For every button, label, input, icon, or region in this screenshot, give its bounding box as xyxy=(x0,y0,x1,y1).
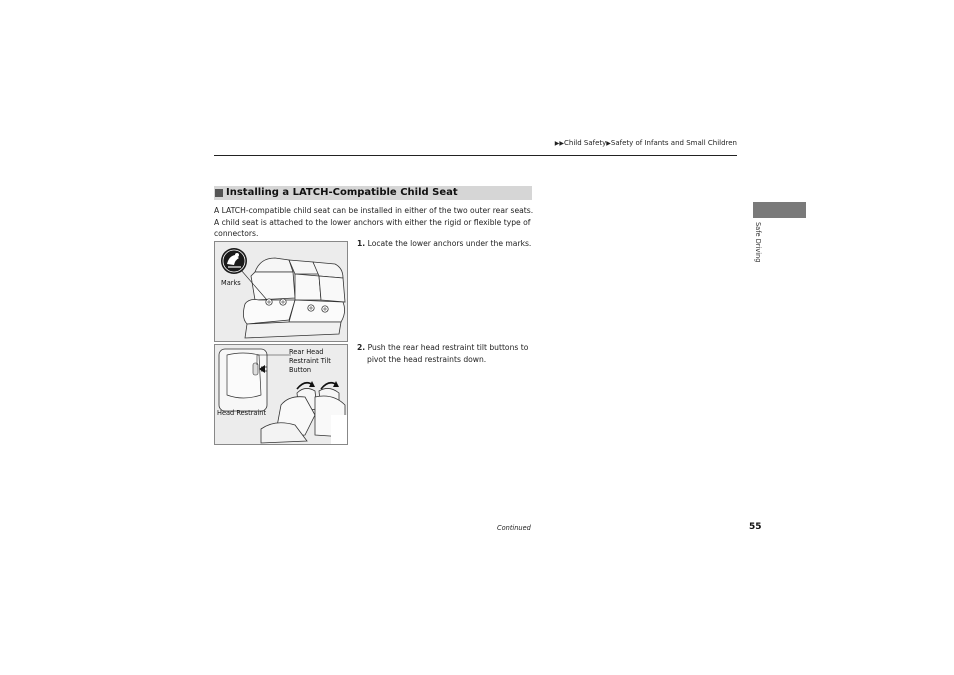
chapter-tab-label-wrap xyxy=(752,222,764,272)
figure2-label-line2: Restraint Tilt xyxy=(289,357,331,365)
breadcrumb-separator: ▶ xyxy=(606,140,611,147)
continued-note: Continued xyxy=(497,524,531,532)
step-2-text: Push the rear head restraint tilt buttons to xyxy=(367,343,529,352)
section-header xyxy=(214,186,532,200)
breadcrumb xyxy=(520,139,737,147)
page-number: 55 xyxy=(749,522,762,532)
step-2-number: 2. xyxy=(357,343,366,352)
figure-rear-seat-anchors xyxy=(214,241,348,342)
section-square-icon xyxy=(215,189,223,197)
intro-paragraph: A LATCH-compatible child seat can be installed in either of the two outer rear seats. A child seat is attached to the lower anchors with either the rigid or flexible type of connectors. xyxy=(214,206,534,238)
chapter-tab-label: Safe Driving xyxy=(754,222,762,263)
figure2-label-tilt-button xyxy=(289,348,331,375)
header-divider xyxy=(214,155,737,156)
section-title: Installing a LATCH-Compatible Child Seat xyxy=(226,187,458,198)
step-1-number: 1. xyxy=(357,239,366,248)
figure2-label-line3: Button xyxy=(289,366,312,374)
figure2-label-head-restraint: Head Restraint xyxy=(217,409,267,417)
figure2-label-line1: Rear Head xyxy=(289,348,324,356)
figure1-label-marks: Marks xyxy=(221,279,241,287)
breadcrumb-item-child-safety[interactable]: Child Safety xyxy=(564,139,607,147)
rear-seat-illustration xyxy=(215,242,347,341)
step-1 xyxy=(357,238,537,250)
breadcrumb-arrows: ▶▶ xyxy=(554,140,564,147)
step-2 xyxy=(357,342,537,365)
breadcrumb-item-safety-infants[interactable]: Safety of Infants and Small Children xyxy=(610,139,737,147)
figure-head-restraint xyxy=(214,344,348,445)
step-1-text: Locate the lower anchors under the marks. xyxy=(367,239,532,248)
step-2-text-cont: pivot the head restraints down. xyxy=(367,354,487,364)
chapter-tab[interactable] xyxy=(753,202,806,218)
